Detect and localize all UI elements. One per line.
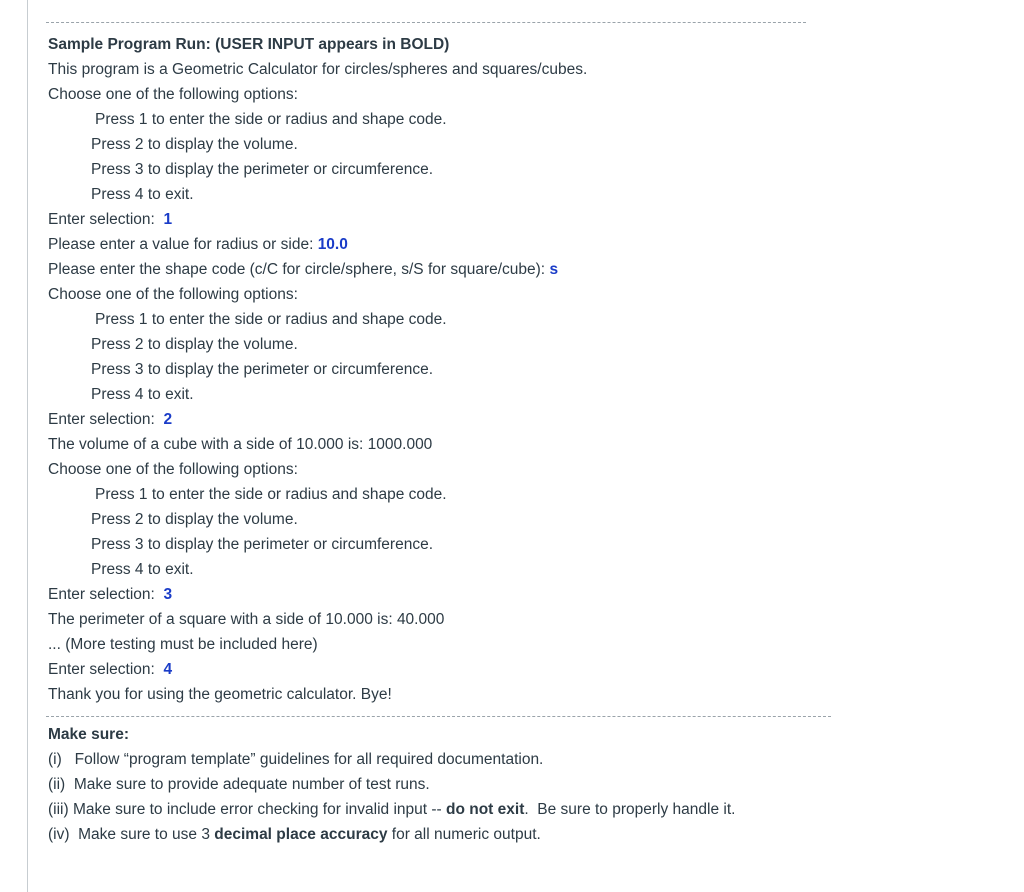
menu-option-3: Press 3 to display the perimeter or circumference. — [91, 161, 433, 178]
enter-selection-prompt: Enter selection: — [48, 211, 155, 228]
menu-option-3: Press 3 to display the perimeter or circumference. — [91, 361, 433, 378]
radius-prompt-line — [48, 232, 848, 257]
menu-option-1: Press 1 to enter the side or radius and shape code. — [95, 111, 447, 128]
bottom-divider — [46, 716, 831, 717]
user-input: 3 — [163, 586, 173, 603]
menu-option-1: Press 1 to enter the side or radius and shape code. — [95, 486, 447, 503]
menu-option-1: Press 1 to enter the side or radius and shape code. — [95, 311, 447, 328]
user-input: s — [549, 261, 559, 278]
shape-prompt: Please enter the shape code (c/C for circle/sphere, s/S for square/cube): — [48, 261, 546, 278]
requirement-emphasis: decimal place accuracy — [214, 826, 388, 843]
user-input: 2 — [163, 411, 173, 428]
goodbye-message: Thank you for using the geometric calculator. Bye! — [48, 686, 392, 703]
enter-selection-prompt: Enter selection: — [48, 661, 155, 678]
more-testing-note: ... (More testing must be included here) — [48, 636, 318, 653]
make-sure-title: Make sure: — [48, 726, 129, 743]
top-divider — [46, 22, 806, 23]
enter-selection-prompt: Enter selection: — [48, 586, 155, 603]
user-input: 10.0 — [317, 236, 348, 253]
menu-option-2: Press 2 to display the volume. — [91, 336, 298, 353]
menu-option-3: Press 3 to display the perimeter or circumference. — [91, 536, 433, 553]
radius-prompt: Please enter a value for radius or side: — [48, 236, 314, 253]
intro-text: This program is a Geometric Calculator for circles/spheres and squares/cubes. — [48, 61, 588, 78]
menu-option-2: Press 2 to display the volume. — [91, 136, 298, 153]
left-border — [27, 0, 28, 892]
enter-selection-line — [48, 582, 848, 607]
requirement-item-4 — [48, 822, 848, 847]
sample-run-heading: Sample Program Run: (USER INPUT appears in BOLD) — [48, 36, 450, 53]
requirement-text: (iv) Make sure to use 3 — [48, 826, 215, 843]
requirement-text: . Be sure to properly handle it. — [524, 801, 736, 818]
menu-option-2: Press 2 to display the volume. — [91, 511, 298, 528]
menu-option-4: Press 4 to exit. — [91, 561, 194, 578]
requirement-item-3 — [48, 797, 848, 822]
menu-option-4: Press 4 to exit. — [91, 386, 194, 403]
enter-selection-line — [48, 207, 848, 232]
menu-title: Choose one of the following options: — [48, 286, 298, 303]
menu-title: Choose one of the following options: — [48, 86, 298, 103]
user-input: 4 — [163, 661, 173, 678]
menu-option-4: Press 4 to exit. — [91, 186, 194, 203]
requirement-item-1: (i) Follow “program template” guidelines for all required documentation. — [48, 751, 544, 768]
enter-selection-line — [48, 657, 848, 682]
requirement-text: (iii) Make sure to include error checking for invalid input -- — [48, 801, 446, 818]
enter-selection-prompt: Enter selection: — [48, 411, 155, 428]
requirement-emphasis: do not exit — [446, 801, 525, 818]
user-input: 1 — [163, 211, 173, 228]
requirement-item-2: (ii) Make sure to provide adequate number of test runs. — [48, 776, 430, 793]
menu-title: Choose one of the following options: — [48, 461, 298, 478]
perimeter-result: The perimeter of a square with a side of 10.000 is: 40.000 — [48, 611, 445, 628]
enter-selection-line — [48, 407, 848, 432]
volume-result: The volume of a cube with a side of 10.000 is: 1000.000 — [48, 436, 433, 453]
requirement-text: for all numeric output. — [387, 826, 541, 843]
document-body — [48, 10, 848, 847]
shape-prompt-line — [48, 257, 848, 282]
